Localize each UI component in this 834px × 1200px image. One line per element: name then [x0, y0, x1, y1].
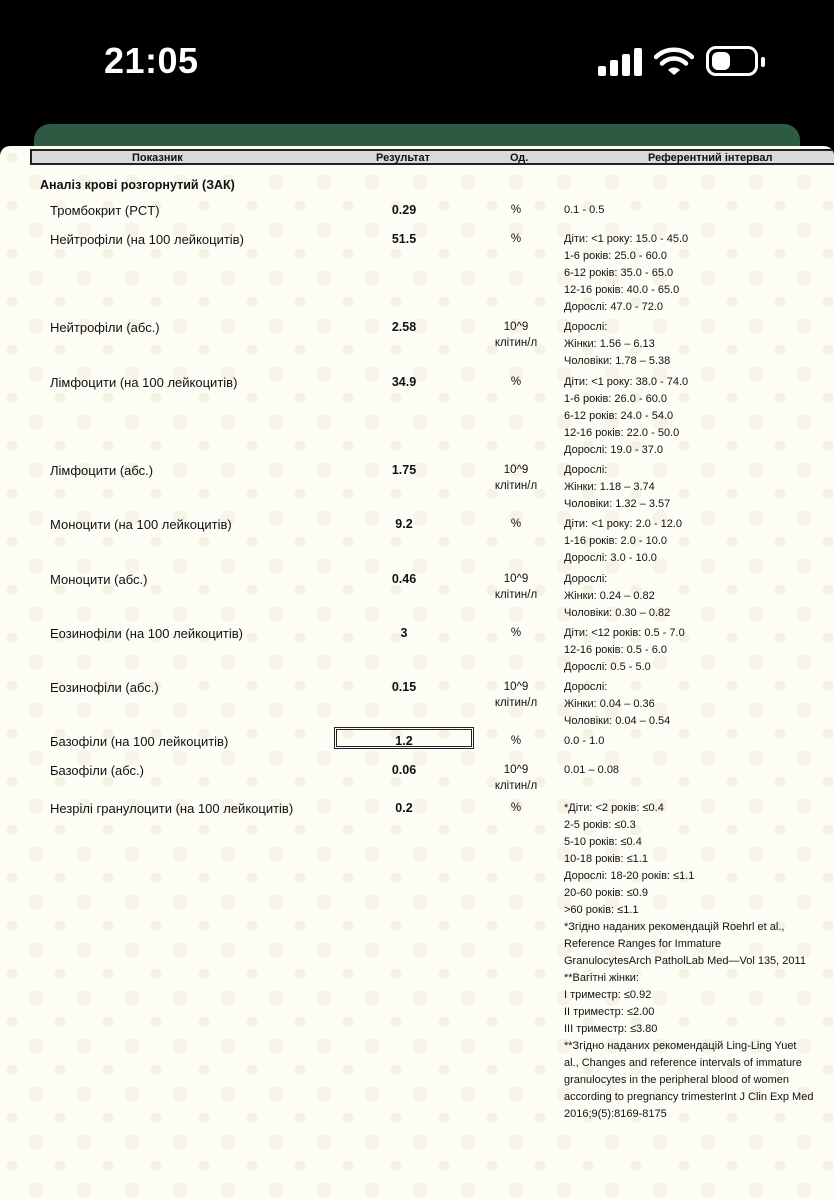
reference-line: >60 років: ≤1.1 [564, 904, 639, 916]
reference-interval [564, 374, 832, 459]
reference-line: Жінки: 0.24 – 0.82 [564, 590, 655, 602]
reference-line: Діти: <1 року: 15.0 - 45.0 [564, 233, 689, 245]
reference-line: II триместр: ≤2.00 [564, 1006, 655, 1018]
reference-line: *Діти: <2 років: ≤0.4 [564, 802, 664, 814]
reference-line: 12-16 років: 40.0 - 65.0 [564, 284, 680, 296]
reference-interval [564, 733, 832, 750]
result-value: 0.2 [395, 801, 413, 815]
header-unit: Од. [510, 152, 529, 164]
reference-interval [564, 516, 832, 567]
reference-line: **Згідно наданих рекомендацій Ling-Ling Yuet [564, 1040, 797, 1052]
reference-line: **Вагітні жінки: [564, 972, 639, 984]
reference-interval [564, 679, 832, 730]
reference-line: Reference Ranges for Immature [564, 938, 722, 950]
result-value: 9.2 [395, 517, 413, 531]
reference-line: Жінки: 1.18 – 3.74 [564, 481, 655, 493]
reference-line: 10-18 років: ≤1.1 [564, 853, 648, 865]
reference-line: granulocytes in the peripheral blood of women [564, 1074, 790, 1086]
reference-line: III триместр: ≤3.80 [564, 1023, 658, 1035]
reference-line: Діти: <1 року: 38.0 - 74.0 [564, 376, 689, 388]
reference-line: 6-12 років: 24.0 - 54.0 [564, 410, 674, 422]
reference-line: Дорослі: [564, 464, 608, 476]
unit-line: 10^9 [503, 573, 529, 585]
indicator-name: Моноцити (абс.) [50, 572, 148, 587]
reference-line: 0.1 - 0.5 [564, 204, 605, 216]
reference-line: I триместр: ≤0.92 [564, 989, 652, 1001]
reference-line: Чоловіки: 1.78 – 5.38 [564, 355, 671, 367]
unit [486, 733, 546, 749]
unit-line: 10^9 [503, 464, 529, 476]
reference-line: Дорослі: [564, 321, 608, 333]
indicator-name: Незрілі гранулоцити (на 100 лейкоцитів) [50, 801, 294, 816]
unit [486, 202, 546, 218]
result-value: 1.75 [391, 463, 417, 477]
unit-line: % [510, 627, 522, 639]
reference-line: 2-5 років: ≤0.3 [564, 819, 636, 831]
reference-line: 20-60 років: ≤0.9 [564, 887, 648, 899]
unit-line: клітин/л [494, 697, 538, 709]
reference-line: 0.01 – 0.08 [564, 764, 620, 776]
unit-line: клітин/л [494, 780, 538, 792]
section-title: Аналіз крові розгорнутий (ЗАК) [40, 178, 235, 192]
result-value: 0.46 [391, 572, 417, 586]
header-indicator: Показник [132, 152, 183, 164]
indicator-name: Еозинофіли (на 100 лейкоцитів) [50, 626, 244, 641]
result-value: 2.58 [391, 320, 417, 334]
reference-line: Дорослі: 19.0 - 37.0 [564, 444, 663, 456]
reference-line: al., Changes and reference intervals of immature [564, 1057, 802, 1069]
reference-line: 12-16 років: 0.5 - 6.0 [564, 644, 667, 656]
reference-interval [564, 231, 832, 316]
indicator-name: Лімфоцити (на 100 лейкоцитів) [50, 375, 238, 390]
indicator-name: Моноцити (на 100 лейкоцитів) [50, 517, 232, 532]
unit [486, 374, 546, 390]
battery-icon [706, 46, 758, 76]
cellular-signal-icon [598, 48, 642, 76]
unit [486, 319, 546, 351]
reference-interval [564, 762, 832, 779]
result-value: 51.5 [391, 232, 417, 246]
unit [486, 625, 546, 641]
result-value: 0.15 [391, 680, 417, 694]
reference-line: 5-10 років: ≤0.4 [564, 836, 642, 848]
unit [486, 462, 546, 494]
reference-line: Чоловіки: 0.04 – 0.54 [564, 715, 671, 727]
reference-interval [564, 319, 832, 370]
reference-line: Чоловіки: 1.32 – 3.57 [564, 498, 671, 510]
reference-line: 1-6 років: 26.0 - 60.0 [564, 393, 667, 405]
reference-line: Дорослі: 18-20 років: ≤1.1 [564, 870, 695, 882]
reference-interval [564, 625, 832, 676]
unit [486, 231, 546, 247]
reference-line: Дорослі: 0.5 - 5.0 [564, 661, 651, 673]
result-value: 0.29 [391, 203, 417, 217]
unit-line: % [510, 518, 522, 530]
unit-line: 10^9 [503, 764, 529, 776]
indicator-name: Базофіли (на 100 лейкоцитів) [50, 734, 229, 749]
reference-line: Дорослі: [564, 681, 608, 693]
reference-line: Дорослі: [564, 573, 608, 585]
reference-line: GranulocytesArch PatholLab Med—Vol 135, 2011 [564, 955, 806, 967]
wifi-icon [654, 46, 694, 76]
result-value: 0.06 [391, 763, 417, 777]
reference-interval [564, 800, 832, 1123]
reference-line: *Згідно наданих рекомендацій Roehrl et al., [564, 921, 785, 933]
reference-line: Жінки: 0.04 – 0.36 [564, 698, 655, 710]
reference-interval [564, 202, 832, 219]
indicator-name: Еозинофіли (абс.) [50, 680, 159, 695]
unit-line: % [510, 204, 522, 216]
reference-line: Дорослі: 3.0 - 10.0 [564, 552, 657, 564]
reference-line: 12-16 років: 22.0 - 50.0 [564, 427, 680, 439]
table-header-row [30, 149, 834, 165]
unit-line: клітин/л [494, 589, 538, 601]
result-value: 34.9 [391, 375, 417, 389]
lab-report-page[interactable] [0, 146, 834, 1200]
header-reference: Референтний інтервал [648, 152, 773, 164]
reference-line: Діти: <1 року: 2.0 - 12.0 [564, 518, 683, 530]
result-value: 3 [400, 626, 408, 640]
header-result: Результат [376, 152, 431, 164]
unit [486, 571, 546, 603]
indicator-name: Лімфоцити (абс.) [50, 463, 154, 478]
status-time: 21:05 [104, 40, 199, 81]
reference-interval [564, 571, 832, 622]
unit [486, 516, 546, 532]
unit-line: клітин/л [494, 337, 538, 349]
unit-line: 10^9 [503, 321, 529, 333]
status-bar [0, 0, 834, 130]
indicator-name: Нейтрофіли (на 100 лейкоцитів) [50, 232, 244, 247]
unit-line: 10^9 [503, 681, 529, 693]
reference-line: 2016;9(5):8169-8175 [564, 1108, 667, 1120]
unit-line: % [510, 735, 522, 747]
indicator-name: Нейтрофіли (абс.) [50, 320, 160, 335]
unit [486, 679, 546, 711]
reference-line: Жінки: 1.56 – 6.13 [564, 338, 655, 350]
unit [486, 762, 546, 794]
reference-line: Діти: <12 років: 0.5 - 7.0 [564, 627, 685, 639]
unit-line: % [510, 802, 522, 814]
reference-line: Дорослі: 47.0 - 72.0 [564, 301, 663, 313]
reference-line: 1-6 років: 25.0 - 60.0 [564, 250, 667, 262]
unit [486, 800, 546, 816]
reference-line: Чоловіки: 0.30 – 0.82 [564, 607, 671, 619]
reference-interval [564, 462, 832, 513]
result-value-flagged: 1.2 [334, 727, 474, 749]
reference-line: according to pregnancy trimesterInt J Clin Exp Med [564, 1091, 814, 1103]
reference-line: 1-16 років: 2.0 - 10.0 [564, 535, 667, 547]
indicator-name: Базофіли (абс.) [50, 763, 145, 778]
reference-line: 6-12 років: 35.0 - 65.0 [564, 267, 674, 279]
unit-line: % [510, 233, 522, 245]
indicator-name: Тромбокрит (PCT) [50, 203, 160, 218]
unit-line: % [510, 376, 522, 388]
reference-line: 0.0 - 1.0 [564, 735, 605, 747]
unit-line: клітин/л [494, 480, 538, 492]
